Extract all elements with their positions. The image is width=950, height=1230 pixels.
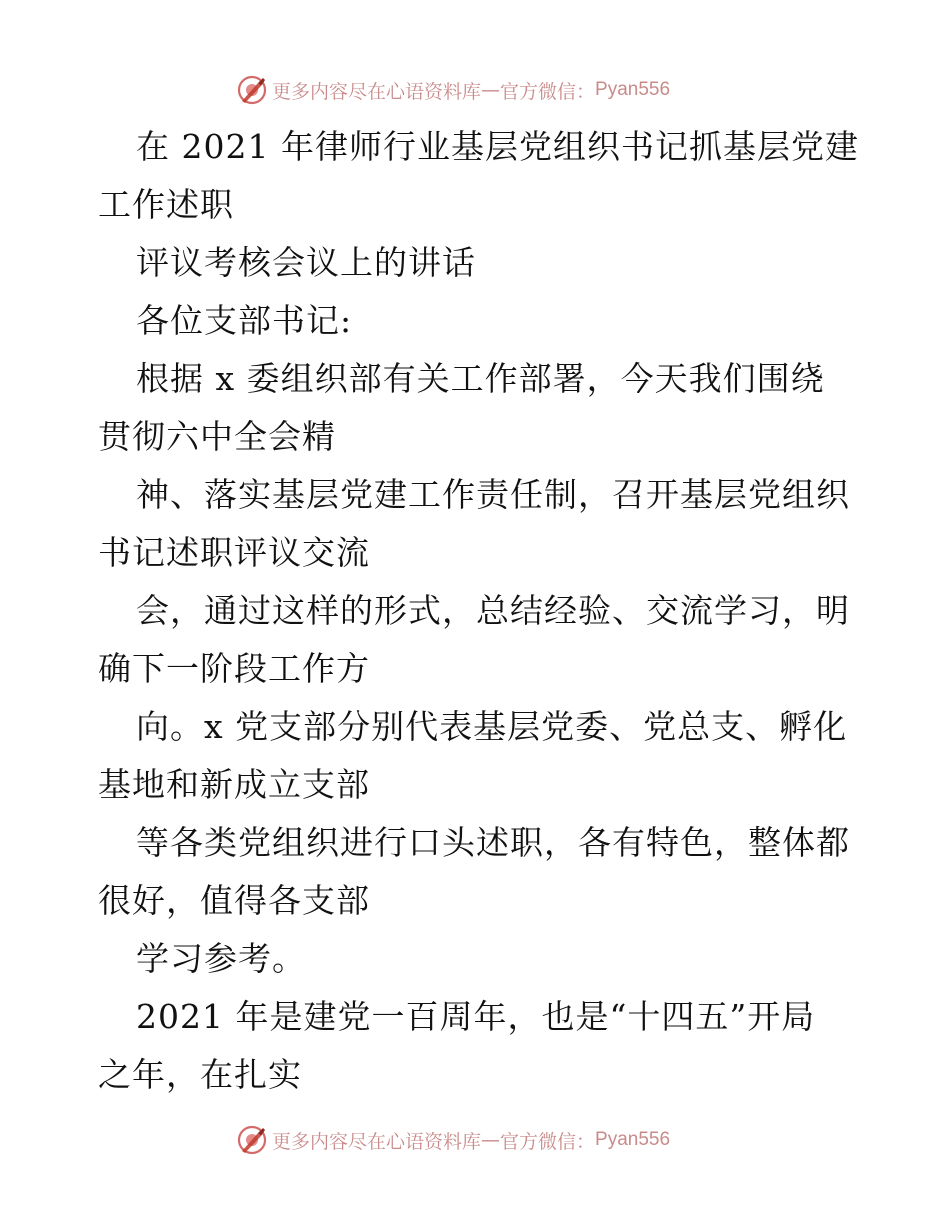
text-line: 评议考核会议上的讲话 <box>136 243 476 282</box>
text-line: 确下一阶段工作方 <box>98 649 370 688</box>
watermark-brand: 更多内容尽在心语资料库 <box>272 1130 482 1153</box>
text-line: 基地和新成立支部 <box>98 765 370 804</box>
document-body <box>98 118 858 1104</box>
text-line: 在 2021 年律师行业基层党组织书记抓基层党建 <box>136 127 859 166</box>
text-line: 很好，值得各支部 <box>98 881 370 920</box>
text-line: 2021 年是建党一百周年，也是“十四五”开局 <box>136 997 816 1036</box>
text-line: 书记述职评议交流 <box>98 533 370 572</box>
header-watermark <box>236 72 670 108</box>
text-line: 贯彻六中全会精 <box>98 417 336 456</box>
pen-logo-icon <box>236 74 268 106</box>
text-line: 会，通过这样的形式，总结经验、交流学习，明 <box>136 591 850 630</box>
footer-watermark <box>236 1122 670 1158</box>
text-line: 工作述职 <box>98 185 234 224</box>
watermark-brand: 更多内容尽在心语资料库 <box>272 80 482 103</box>
text-line: 各位支部书记: <box>136 301 353 340</box>
watermark-wechat-id: Pyan556 <box>595 79 671 100</box>
text-line: 之年，在扎实 <box>98 1055 302 1094</box>
text-line: 根据 x 委组织部有关工作部署，今天我们围绕 <box>136 359 825 398</box>
watermark-wechat-label: 官方微信： <box>500 1130 596 1153</box>
text-line: 等各类党组织进行口头述职，各有特色，整体都 <box>136 823 850 862</box>
pen-logo-icon <box>236 1124 268 1156</box>
text-line: 学习参考。 <box>136 939 306 978</box>
text-line: 向。x 党支部分别代表基层党委、党总支、孵化 <box>136 707 848 746</box>
watermark-separator: — <box>481 1129 501 1151</box>
watermark-wechat-label: 官方微信： <box>500 80 596 103</box>
watermark-wechat-id: Pyan556 <box>595 1129 671 1150</box>
text-line: 神、落实基层党建工作责任制，召开基层党组织 <box>136 475 850 514</box>
watermark-separator: — <box>481 79 501 101</box>
